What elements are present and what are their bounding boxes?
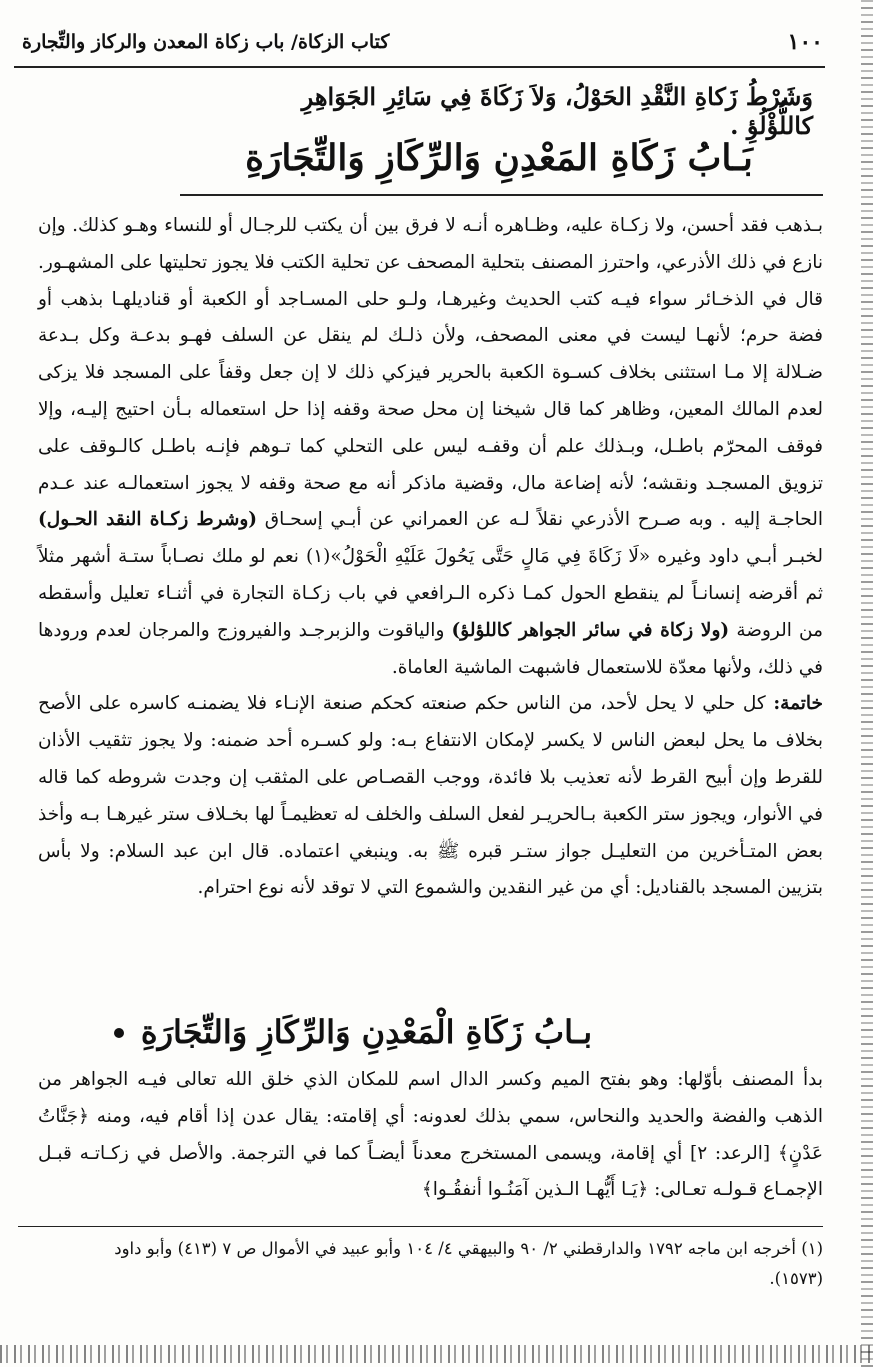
footnote-divider <box>18 1226 823 1227</box>
commentary-paragraph <box>38 208 823 686</box>
decorative-border-bottom <box>0 1345 873 1363</box>
khatima-text: كل حلي لا يحل لأحد، من الناس حكم صنعته كحكم صنعة الإنـاء فلا يضمنـه كاسره على الأصح بخلاف ما يحل لبعض الناس لا يكسر لإمكان الانتفاع بـه: ولو كسـره أحد ضمنه: ولا يجوز تثقيب الأذان للقرط وإن أبيح القرط لأنه تعذيب بلا فائدة، ووجب القصـاص على المثقب إن وجدت شروطه كما قاله في الأنوار، ويجوز ستر الكعبة بـالحريـر لفعل السلف والخلف له تعظيمـاً لها بخـلاف ستر غيرهـا بـه وأخذ بعض المتـأخرين من التعليـل جواز ستـر قبره ﷺ به. وينبغي اعتماده. قال ابن عبد السلام: ولا بأس بتزيين المسجد بالقناديل: أي من غير النقدين والشموع التي لا توقد لأنه نوع احترام. <box>38 693 823 899</box>
chapter-title-1: بَـابُ زَكَاةِ المَعْدِنِ وَالرِّكَازِ وَالتِّجَارَةِ <box>245 137 753 179</box>
commentary-block <box>38 208 823 907</box>
khatima-paragraph <box>38 686 823 907</box>
matn-quote: (وشرط زكـاة النقد الحـول) <box>38 509 258 531</box>
matn-quote: (ولا زكاة في سائر الجواهر كاللؤلؤ) <box>451 619 730 641</box>
matn-line: وَشَرْطُ زَكاةِ النَّقْدِ الحَوْلُ، وَلاَ زَكَاةَ فِي سَائِرِ الجَوَاهِرِ كاللُّؤْلُؤِ . <box>301 82 813 140</box>
commentary-text: والياقوت والزبرجـد والفيروزج والمرجان لعدم ورودها في ذلك، ولأنها معدّة للاستعمال فاشبهت الماشية العاماة. <box>38 619 823 678</box>
commentary-text: بـذهب فقد أحسن، ولا زكـاة عليه، وظـاهره أنـه لا فرق بين أن يكتب للرجـال أو للنساء وهـو كذلك. وإن نازع في ذلك الأذرعي، واحترز المصنف بتحلية المصحف عن تحلية الكتب فلا يجوز تحليتها على المشهـور. قال في الذخـائر سواء فيـه كتب الحديث وغيرهـا، ولـو حلى المسـاجد أو الكعبة أو قناديلهـا بذهب أو فضة حرم؛ لأنهـا ليست في معنى المصحف، ولأن ذلـك لم ينقل عن السلف فهـو بدعـة وكل بـدعة ضـلالة إلا مـا استثنى بخلاف كسـوة الكعبة بالحرير فيزكي ذلك لا إن جعل وقفاً على المسجد فلا يزكى لعدم المالك المعين، وظاهر كما قال شيخنا إن محل صحة وقفه إذا حل استعماله بـأن احتيج إليـه، وإلا فوقف المحرّم باطـل، وبـذلك علم أن وقفـه ليس على التحلي كما تـوهم فإنـه باطـل كالـوقف على تزويق المسجـد ونقشه؛ لأنه إضاعة مال، وقضية ماذكر أنه مع صحة وقفه لا يجوز استعمالـه عند عـدم الحاجـة إليه . وبه صـرح الأذرعي نقلاً لـه عن العمراني عن أبـي إسحـاق <box>38 215 823 531</box>
footnote-line: (١) أخرجه ابن ماجه ١٧٩٢ والدارقطني ٢/ ٩٠ والبيهقي ٤/ ١٠٤ وأبو عبيد في الأموال ص ٧ (٤١٣) وأبو داود <box>114 1239 823 1258</box>
khatima-label: خاتمة: <box>773 693 823 715</box>
footnote-line: (١٥٧٣). <box>769 1269 823 1288</box>
chapter-title-2: بـابُ زَكَاةِ الْمَعْدِنِ وَالرِّكَازِ وَالتِّجَارَةِ <box>140 1013 593 1051</box>
commentary-text: لخبـر أبـي داود وغيره «لَا زَكَاةَ فِي مَالٍ حَتَّى يَحُولَ عَلَيْهِ الْحَوْلُ»(١) نعم لو ملك نصـاباً ستـة أشهر مثلاً ثم أقرضه إنسانـاً لم ينقطع الحول كمـا ذكره الـرافعي في باب زكـاة التجارة في أثنـاء تعليل وأسقطه من الروضة <box>38 546 824 641</box>
decorative-border-right <box>861 0 873 1367</box>
footnote <box>30 1234 823 1294</box>
chapter-2-text: بدأ المصنف بأوّلها: وهو بفتح الميم وكسر الدال اسم للمكان الذي خلق الله تعالى فيـه الجواهر من الذهب والفضة والحديد والنحاس، سمي بذلك لعدونه: أي إقامته: يقال عدن إذا أقام فيه، ومنه ﴿جَنَّاتُ عَدْنٍ﴾ [الرعد: ٢] أي إقامة، ويسمى المستخرج معدناً أيضـاً كما في الترجمة. والأصل في زكـاتـه قبـل الإجمـاع قـولـه تعـالى: ﴿يَـا أَيُّهـا الـذين آمَنُـوا أنفقُـوا﴾ <box>38 1069 823 1201</box>
chapter-title-divider <box>180 194 823 196</box>
chapter-2-block <box>38 1062 823 1209</box>
page-number: ١٠٠ <box>787 29 823 55</box>
running-title: كتاب الزكاة/ باب زكاة المعدن والركاز والتِّجارة <box>22 31 390 53</box>
bullet-icon <box>114 1028 124 1038</box>
header-divider <box>14 66 825 68</box>
running-header <box>22 22 823 62</box>
